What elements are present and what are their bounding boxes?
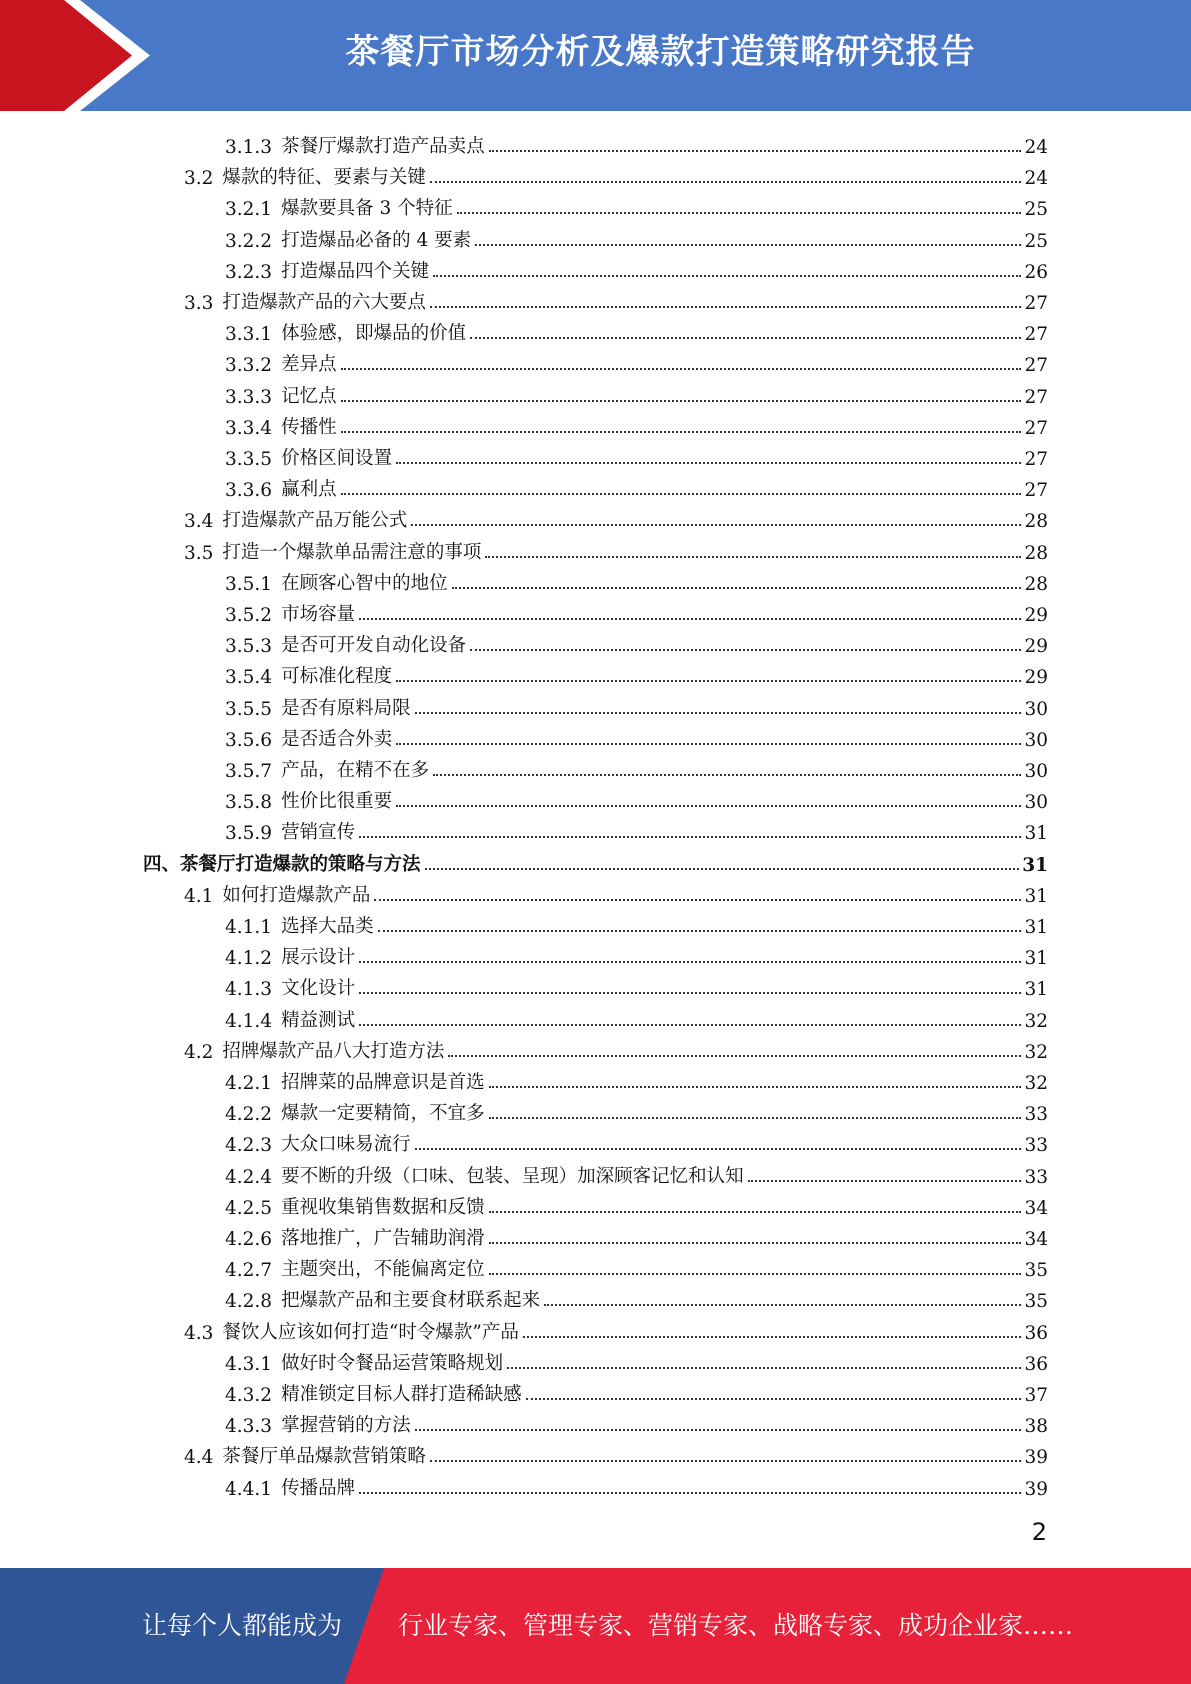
- toc-entry-title: 落地推广，广告辅助润滑: [281, 1228, 485, 1249]
- toc-entry-page: 35: [1024, 1260, 1048, 1282]
- toc-entry-title: 精准锁定目标人群打造稀缺感: [281, 1384, 522, 1405]
- toc-dot-leader: [523, 1336, 1022, 1338]
- toc-entry-number: 3.3.3: [225, 386, 273, 408]
- toc-entry-page: 31: [1024, 823, 1048, 845]
- toc-entry-title: 精益测试: [281, 1009, 356, 1031]
- toc-entry-title: 是否适合外卖: [281, 728, 393, 750]
- toc-entry-number: 4.2.2: [225, 1104, 273, 1126]
- toc-dot-leader: [433, 774, 1021, 776]
- toc-entry-title: 价格区间设置: [281, 448, 393, 469]
- toc-dot-leader: [489, 1242, 1022, 1244]
- toc-dot-leader: [489, 150, 1022, 152]
- toc-entry-title: 展示设计: [281, 947, 356, 969]
- toc-dot-leader: [430, 1460, 1022, 1462]
- toc-entry-page: 25: [1024, 199, 1048, 221]
- toc-entry-page: 24: [1024, 168, 1048, 190]
- report-title: 茶餐厅市场分析及爆款打造策略研究报告: [345, 32, 976, 72]
- toc-entry[interactable]: [225, 1001, 1048, 1032]
- toc-entry[interactable]: [184, 1437, 1048, 1468]
- toc-entry-title: 选择大品类: [281, 916, 374, 937]
- toc-entry-number: 4.1.4: [225, 1010, 273, 1032]
- toc-entry[interactable]: [225, 564, 1048, 595]
- toc-entry-page: 32: [1024, 1010, 1048, 1032]
- toc-entry-title: 打造爆款产品万能公式: [222, 510, 408, 532]
- toc-entry-title: 茶餐厅单品爆款营销策略: [222, 1446, 426, 1468]
- toc-entry-title: 招牌爆款产品八大打造方法: [222, 1040, 445, 1062]
- toc-entry-title: 打造一个爆款单品需注意的事项: [222, 541, 482, 563]
- toc-entry-title: 把爆款产品和主要食材联系起来: [281, 1290, 541, 1312]
- toc-dot-leader: [411, 524, 1021, 526]
- toc-entry-number: 4.2.5: [225, 1197, 273, 1219]
- toc-entry[interactable]: [225, 751, 1048, 782]
- toc-dot-leader: [396, 680, 1021, 682]
- toc-dot-leader: [470, 649, 1021, 651]
- toc-dot-leader: [544, 1304, 1021, 1306]
- toc-entry-number: 4.2: [184, 1041, 214, 1063]
- toc-entry-title: 是否可开发自动化设备: [281, 635, 467, 657]
- toc-entry-title: 赢利点: [281, 479, 337, 501]
- toc-entry-page: 33: [1024, 1104, 1048, 1126]
- toc-entry-number: 3.5: [184, 542, 214, 564]
- toc-entry-page: 28: [1024, 511, 1048, 533]
- toc-entry-title: 做好时令餐品运营策略规划: [281, 1352, 504, 1374]
- toc-entry-number: 4.2.6: [225, 1229, 273, 1250]
- footer-roles: 行业专家、管理专家、营销专家、战略专家、成功企业家……: [398, 1611, 1074, 1640]
- toc-dot-leader: [341, 493, 1022, 495]
- toc-entry[interactable]: [225, 189, 1048, 220]
- toc-dot-leader: [489, 1211, 1022, 1213]
- toc-entry-number: 3.4: [184, 511, 214, 533]
- toc-dot-leader: [341, 431, 1022, 433]
- toc-entry-title: 爆款的特征、要素与关键: [222, 167, 426, 189]
- toc-entry-page: 27: [1024, 355, 1048, 377]
- toc-entry-number: 4.2.4: [225, 1166, 273, 1188]
- toc-entry[interactable]: [225, 813, 1048, 844]
- toc-entry-number: 4.3: [184, 1322, 214, 1344]
- toc-entry[interactable]: [225, 1219, 1048, 1250]
- toc-dot-leader: [430, 181, 1022, 183]
- page-number: 2: [1031, 1518, 1047, 1546]
- toc-entry[interactable]: [143, 845, 1048, 876]
- toc-dot-leader: [396, 462, 1021, 464]
- page-footer: [0, 1568, 1191, 1684]
- toc-entry-number: 4.2.8: [225, 1291, 273, 1313]
- toc-dot-leader: [378, 930, 1022, 932]
- toc-entry-page: 25: [1024, 230, 1048, 252]
- toc-dot-leader: [448, 1055, 1021, 1057]
- toc-entry-number: 3.5.1: [225, 573, 273, 595]
- toc-entry-title: 传播品牌: [281, 1477, 356, 1499]
- toc-entry[interactable]: [225, 1406, 1048, 1437]
- toc-entry-title: 性价比很重要: [281, 791, 393, 813]
- toc-entry-number: 4.1.1: [225, 917, 273, 938]
- toc-dot-leader: [489, 1086, 1022, 1088]
- toc-entry-number: 3.3: [184, 293, 214, 314]
- toc-entry[interactable]: [184, 1032, 1048, 1063]
- toc-entry-number: 4.4.1: [225, 1478, 273, 1500]
- toc-dot-leader: [425, 868, 1020, 870]
- toc-entry-number: 3.5.9: [225, 823, 273, 845]
- toc-entry-title: 差异点: [281, 354, 337, 376]
- toc-entry-page: 27: [1024, 417, 1048, 439]
- toc-entry[interactable]: [184, 283, 1048, 314]
- toc-entry-title: 重视收集销售数据和反馈: [281, 1196, 485, 1218]
- toc-dot-leader: [341, 368, 1022, 370]
- toc-entry-page: 28: [1024, 542, 1048, 564]
- toc-entry[interactable]: [225, 657, 1048, 688]
- toc-entry-number: 3.1.3: [225, 137, 273, 158]
- toc-dot-leader: [359, 961, 1021, 963]
- toc-entry-number: 4.3.1: [225, 1353, 273, 1375]
- toc-entry[interactable]: [184, 876, 1048, 907]
- toc-entry-number: 3.5.2: [225, 605, 273, 626]
- toc-entry-page: 35: [1024, 1291, 1048, 1313]
- toc-entry-number: 3.5.5: [225, 698, 273, 720]
- toc-entry-page: 39: [1024, 1447, 1048, 1469]
- toc-entry[interactable]: [225, 1375, 1048, 1406]
- toc-entry[interactable]: [225, 1094, 1048, 1125]
- toc-entry-page: 31: [1022, 854, 1048, 876]
- toc-entry[interactable]: [184, 533, 1048, 564]
- toc-entry[interactable]: [225, 252, 1048, 283]
- toc-entry-page: 30: [1024, 729, 1048, 751]
- toc-entry-page: 27: [1024, 480, 1048, 502]
- toc-entry[interactable]: [225, 907, 1048, 938]
- toc-entry-number: 3.2.3: [225, 261, 273, 283]
- toc-entry-number: 3.3.4: [225, 417, 273, 439]
- toc-dot-leader: [470, 337, 1021, 339]
- toc-dot-leader: [475, 244, 1021, 246]
- toc-entry-page: 34: [1024, 1197, 1048, 1219]
- toc-entry-number: 3.3.5: [225, 449, 273, 470]
- toc-dot-leader: [415, 1148, 1022, 1150]
- toc-entry[interactable]: [225, 1250, 1048, 1281]
- toc-entry-page: 26: [1024, 261, 1048, 283]
- toc-entry-title: 市场容量: [281, 604, 356, 625]
- toc-dot-leader: [526, 1398, 1022, 1400]
- toc-entry-title: 餐饮人应该如何打造“时令爆款”产品: [222, 1321, 519, 1343]
- toc-entry-title: 爆款要具备 3 个特征: [281, 198, 453, 220]
- toc-entry-number: 3.5.3: [225, 636, 273, 658]
- toc-entry-page: 31: [1024, 917, 1048, 938]
- toc-entry-page: 36: [1024, 1353, 1048, 1375]
- toc-entry-number: 3.5.6: [225, 729, 273, 751]
- toc-entry-title: 招牌菜的品牌意识是首选: [281, 1072, 485, 1093]
- toc-entry-title: 记忆点: [281, 385, 337, 407]
- toc-entry-page: 27: [1024, 449, 1048, 470]
- toc-entry[interactable]: [225, 1157, 1048, 1188]
- toc-entry-number: 4.4: [184, 1447, 214, 1469]
- toc-entry-page: 32: [1024, 1073, 1048, 1094]
- toc-entry-page: 29: [1024, 667, 1048, 689]
- toc-dot-leader: [415, 712, 1022, 714]
- toc-entry[interactable]: [225, 439, 1048, 470]
- toc-entry-title: 大众口味易流行: [281, 1134, 411, 1156]
- toc-entry-title: 如何打造爆款产品: [222, 884, 371, 906]
- footer-slogan: 让每个人都能成为: [142, 1611, 343, 1640]
- toc-entry-number: 4.1.3: [225, 979, 273, 1001]
- toc-dot-leader: [485, 556, 1021, 558]
- toc-entry-page: 31: [1024, 948, 1048, 970]
- toc-entry-title: 营销宣传: [281, 822, 356, 844]
- toc-entry-page: 29: [1024, 636, 1048, 658]
- toc-entry-title: 在顾客心智中的地位: [281, 572, 448, 594]
- toc-entry-page: 24: [1024, 137, 1048, 158]
- toc-entry-page: 27: [1024, 386, 1048, 408]
- toc-entry-page: 31: [1024, 885, 1048, 907]
- toc-entry-title: 要不断的升级（口味、包装、呈现）加深顾客记忆和认知: [281, 1165, 744, 1187]
- toc-entry-title: 产品，在精不在多: [281, 760, 430, 781]
- toc-dot-leader: [748, 1180, 1022, 1182]
- toc-entry-number: 4.3.3: [225, 1416, 273, 1438]
- toc-entry[interactable]: [225, 1344, 1048, 1375]
- toc-entry-page: 34: [1024, 1229, 1048, 1250]
- toc-entry-title: 打造爆品必备的 4 要素: [281, 229, 472, 251]
- toc-entry-page: 37: [1024, 1385, 1048, 1406]
- toc-entry-number: 3.2.2: [225, 230, 273, 252]
- toc-entry[interactable]: [225, 969, 1048, 1000]
- toc-dot-leader: [415, 1429, 1022, 1431]
- toc-entry-number: 3.2: [184, 168, 214, 190]
- toc-entry-title: 四、茶餐厅打造爆款的策略与方法: [143, 853, 421, 875]
- toc-dot-leader: [359, 618, 1021, 620]
- toc-entry-page: 30: [1024, 761, 1048, 782]
- toc-entry[interactable]: [225, 626, 1048, 657]
- toc-entry[interactable]: [225, 221, 1048, 252]
- toc-entry-title: 主题突出，不能偏离定位: [281, 1259, 485, 1281]
- toc-entry-number: 4.2.7: [225, 1260, 273, 1282]
- toc-entry[interactable]: [225, 1063, 1048, 1094]
- toc-entry[interactable]: [225, 1469, 1048, 1500]
- toc-entry-page: 32: [1024, 1041, 1048, 1063]
- toc-dot-leader: [341, 400, 1022, 402]
- toc-entry-page: 33: [1024, 1135, 1048, 1157]
- toc-dot-leader: [489, 1117, 1022, 1119]
- toc-entry[interactable]: [225, 408, 1048, 439]
- toc-entry-page: 39: [1024, 1478, 1048, 1500]
- toc-entry-title: 文化设计: [281, 978, 356, 1000]
- toc-entry-page: 31: [1024, 979, 1048, 1001]
- toc-entry-title: 茶餐厅爆款打造产品卖点: [281, 136, 485, 157]
- toc-entry-page: 36: [1024, 1322, 1048, 1344]
- toc-entry-title: 掌握营销的方法: [281, 1415, 411, 1437]
- toc-entry-title: 可标准化程度: [281, 666, 393, 688]
- toc-entry-page: 30: [1024, 792, 1048, 814]
- toc-entry-page: 29: [1024, 605, 1048, 626]
- toc-entry-number: 4.3.2: [225, 1385, 273, 1406]
- toc-dot-leader: [359, 1024, 1021, 1026]
- toc-entry-number: 4.2.3: [225, 1135, 273, 1157]
- toc-entry[interactable]: [225, 377, 1048, 408]
- toc-dot-leader: [359, 836, 1021, 838]
- toc-dot-leader: [396, 805, 1021, 807]
- toc-entry[interactable]: [225, 938, 1048, 969]
- toc-entry-title: 体验感，即爆品的价值: [281, 323, 467, 345]
- toc-dot-leader: [507, 1367, 1021, 1369]
- toc-entry-title: 是否有原料局限: [281, 697, 411, 719]
- toc-entry-page: 27: [1024, 324, 1048, 346]
- toc-entry-number: 4.1.2: [225, 948, 273, 970]
- toc-entry-title: 打造爆款产品的六大要点: [222, 292, 426, 313]
- toc-entry[interactable]: [225, 1125, 1048, 1156]
- toc-dot-leader: [457, 212, 1022, 214]
- toc-dot-leader: [430, 306, 1022, 308]
- toc-entry-title: 爆款一定要精简，不宜多: [281, 1103, 485, 1125]
- toc-entry-page: 27: [1024, 293, 1048, 314]
- toc-entry-number: 3.5.7: [225, 761, 273, 782]
- toc-entry-number: 3.3.6: [225, 480, 273, 502]
- toc-entry-number: 3.5.4: [225, 667, 273, 689]
- page-header: [0, 0, 1191, 111]
- toc-entry[interactable]: [225, 689, 1048, 720]
- toc-entry[interactable]: [225, 470, 1048, 501]
- toc-entry[interactable]: [225, 127, 1048, 158]
- toc-dot-leader: [489, 1273, 1022, 1275]
- toc-entry[interactable]: [225, 1281, 1048, 1312]
- toc-dot-leader: [452, 587, 1022, 589]
- toc-entry-title: 打造爆品四个关键: [281, 260, 430, 282]
- toc-entry-page: 28: [1024, 573, 1048, 595]
- toc-dot-leader: [359, 1492, 1021, 1494]
- toc-entry-title: 传播性: [281, 416, 337, 438]
- toc-entry-number: 3.5.8: [225, 792, 273, 814]
- toc-entry-number: 4.2.1: [225, 1073, 273, 1094]
- toc-entry[interactable]: [225, 595, 1048, 626]
- toc-entry-page: 30: [1024, 698, 1048, 720]
- toc-entry[interactable]: [225, 1188, 1048, 1219]
- toc-entry[interactable]: [225, 720, 1048, 751]
- toc-dot-leader: [359, 992, 1021, 994]
- toc-entry-number: 3.3.1: [225, 324, 273, 346]
- toc-dot-leader: [433, 275, 1021, 277]
- toc-dot-leader: [396, 743, 1021, 745]
- toc-entry[interactable]: [225, 782, 1048, 813]
- toc-entry[interactable]: [225, 345, 1048, 376]
- toc-entry-number: 4.1: [184, 885, 214, 907]
- toc-entry[interactable]: [184, 1313, 1048, 1344]
- toc-entry[interactable]: [184, 501, 1048, 532]
- toc-entry[interactable]: [184, 158, 1048, 189]
- toc-entry-page: 38: [1024, 1416, 1048, 1438]
- toc-entry[interactable]: [225, 314, 1048, 345]
- toc-entry-page: 33: [1024, 1166, 1048, 1188]
- toc-entry-number: 3.3.2: [225, 355, 273, 377]
- toc-dot-leader: [374, 899, 1021, 901]
- toc-entry-number: 3.2.1: [225, 199, 273, 221]
